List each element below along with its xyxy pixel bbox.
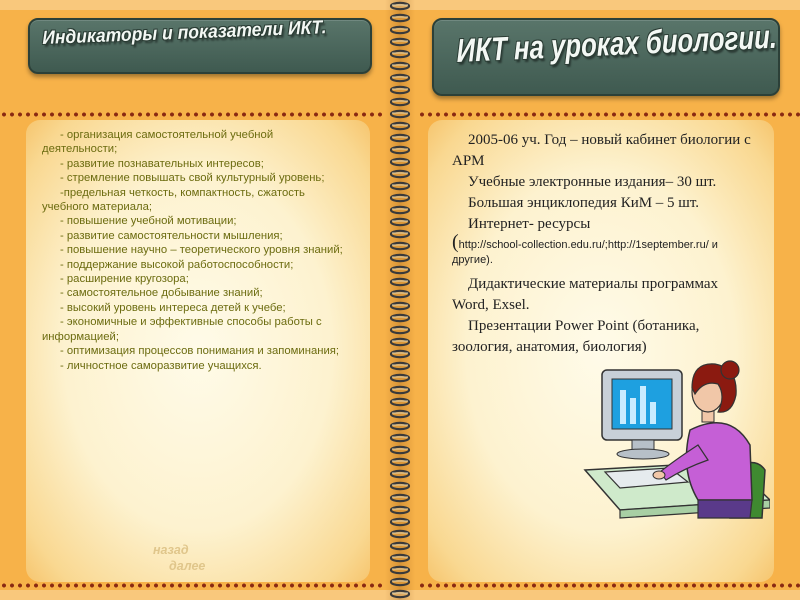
spiral-ring <box>391 279 409 285</box>
left-dotted-divider <box>0 112 382 117</box>
right-banner <box>432 18 780 96</box>
spiral-ring <box>391 147 409 153</box>
spiral-ring <box>391 255 409 261</box>
spiral-ring <box>391 423 409 429</box>
open-paren: ( <box>452 231 459 253</box>
spiral-ring <box>391 435 409 441</box>
spiral-ring <box>391 27 409 33</box>
list-item: - организация самостоятельной учебной деятельности; <box>42 129 274 156</box>
spiral-ring <box>391 471 409 477</box>
spiral-ring <box>391 51 409 57</box>
spiral-ring <box>391 267 409 273</box>
spiral-ring <box>391 15 409 21</box>
spiral-ring <box>391 411 409 417</box>
paragraph: 2005-06 уч. Год – новый кабинет биологии с АРМ <box>452 132 751 169</box>
ict-usage-text <box>452 130 752 358</box>
list-item: - высокий уровень интереса детей к учебе; <box>60 301 286 314</box>
woman-at-computer-icon <box>580 350 770 525</box>
list-item: - экономичные и эффективные способы работы с информацией; <box>42 316 322 343</box>
spiral-ring <box>391 387 409 393</box>
spiral-ring <box>391 531 409 537</box>
spiral-ring <box>391 363 409 369</box>
right-banner-title: ИКТ на уроках биологии. <box>456 17 778 69</box>
spiral-ring <box>391 219 409 225</box>
spiral-ring <box>391 39 409 45</box>
back-link[interactable]: назад <box>153 543 189 557</box>
spiral-ring <box>391 159 409 165</box>
spiral-ring <box>391 351 409 357</box>
list-item: - повышение научно – теоретического уровня знаний; <box>60 244 343 257</box>
list-item: - оптимизация процессов понимания и запоминания; <box>60 345 340 358</box>
spiral-ring <box>391 399 409 405</box>
list-item: - расширение кругозора; <box>60 273 189 286</box>
list-item: - повышение учебной мотивации; <box>60 215 237 228</box>
spiral-ring <box>391 99 409 105</box>
spiral-ring <box>391 231 409 237</box>
spiral-ring <box>391 207 409 213</box>
spiral-ring <box>391 111 409 117</box>
spiral-ring <box>391 171 409 177</box>
resource-links: http://school-collection.edu.ru/;http://1september.ru/ и другие). <box>452 239 718 266</box>
spiral-ring <box>391 507 409 513</box>
left-banner-title: Индикаторы и показатели ИКТ. <box>42 17 327 49</box>
spiral-ring <box>391 555 409 561</box>
paragraph: Интернет- ресурсы <box>468 216 591 232</box>
spiral-ring <box>391 315 409 321</box>
next-link[interactable]: далее <box>169 559 206 573</box>
spiral-ring <box>391 87 409 93</box>
list-item: - самостоятельное добывание знаний; <box>60 287 263 300</box>
paragraph: Большая энциклопедия КиМ – 5 шт. <box>468 195 700 211</box>
spiral-ring <box>391 495 409 501</box>
right-dotted-divider <box>418 112 800 117</box>
right-bottom-dotted-divider <box>418 583 800 588</box>
paragraph: Дидактические материалы программах Word, Exsel. <box>452 276 719 313</box>
spiral-ring <box>391 459 409 465</box>
spiral-ring <box>391 519 409 525</box>
spiral-ring <box>391 123 409 129</box>
links-paragraph <box>452 231 752 268</box>
paragraph: Презентации Power Point (ботаника, зоология, анатомия, биология) <box>452 318 700 355</box>
list-item: - развитие познавательных интересов; <box>60 157 264 170</box>
spiral-ring <box>391 183 409 189</box>
spiral-ring <box>391 303 409 309</box>
left-banner <box>28 18 372 74</box>
list-item: - личностное саморазвитие учащихся. <box>60 359 262 372</box>
spiral-ring <box>391 327 409 333</box>
spiral-ring <box>391 135 409 141</box>
spiral-ring <box>391 447 409 453</box>
spiral-ring <box>391 243 409 249</box>
left-bottom-dotted-divider <box>0 583 382 588</box>
spiral-ring <box>391 567 409 573</box>
indicators-list <box>42 128 350 373</box>
spiral-ring <box>391 579 409 585</box>
spiral-ring <box>391 339 409 345</box>
spiral-ring <box>391 3 409 9</box>
spiral-ring <box>391 291 409 297</box>
paragraph: Учебные электронные издания– 30 шт. <box>468 174 717 190</box>
spiral-ring <box>391 543 409 549</box>
list-item: - поддержание высокой работоспособности; <box>60 258 294 271</box>
spiral-ring <box>391 195 409 201</box>
spiral-ring <box>391 483 409 489</box>
spiral-ring <box>391 591 409 597</box>
spiral-binding <box>388 0 412 600</box>
list-item: - стремление повышать свой культурный уровень; <box>60 172 325 185</box>
spiral-ring <box>391 75 409 81</box>
spiral-ring <box>391 63 409 69</box>
spiral-ring <box>391 375 409 381</box>
list-item: -предельная четкость, компактность, сжатость учебного материала; <box>42 186 305 214</box>
list-item: - развитие самостоятельности мышления; <box>60 229 283 242</box>
